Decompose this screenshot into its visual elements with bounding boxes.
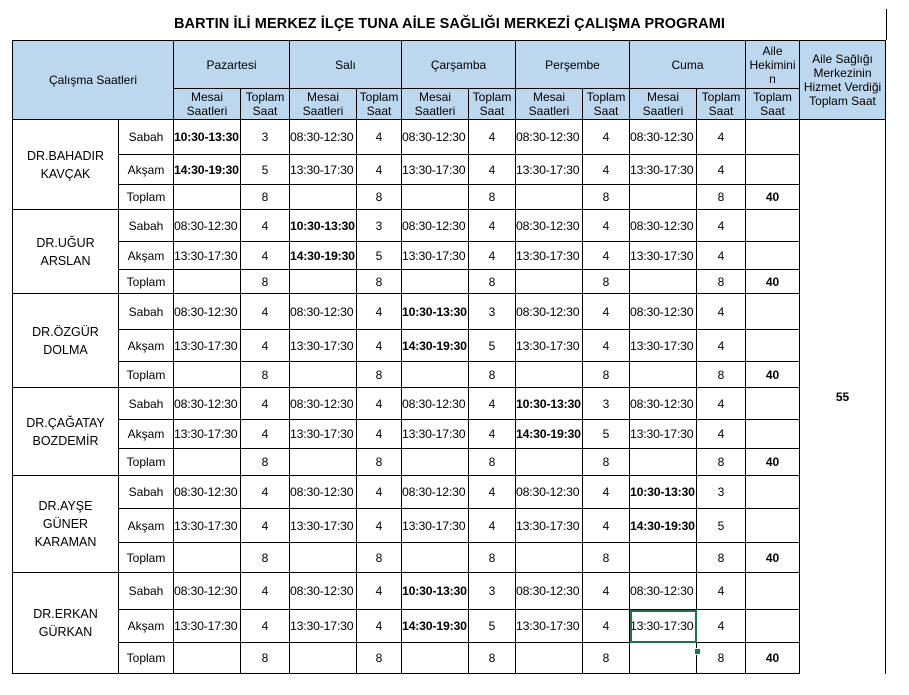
time-range-cell[interactable]: 10:30-13:30 (402, 294, 469, 330)
empty-cell[interactable] (746, 388, 800, 420)
table-row (13, 509, 886, 543)
hours-cell[interactable]: 4 (583, 120, 630, 155)
time-range-cell[interactable]: 08:30-12:30 (402, 210, 469, 242)
day-total-cell[interactable]: 8 (357, 643, 402, 674)
time-range-cell[interactable]: 08:30-12:30 (402, 120, 469, 155)
time-range-cell[interactable]: 13:30-17:30 (630, 610, 697, 643)
time-range-cell[interactable]: 08:30-12:30 (290, 294, 357, 330)
table-row (13, 155, 886, 185)
shift-label-toplam[interactable]: Toplam (119, 643, 174, 674)
shift-label-aksam[interactable]: Akşam (119, 610, 174, 643)
shift-label-toplam[interactable]: Toplam (119, 185, 174, 210)
day-total-cell[interactable]: 8 (697, 543, 746, 573)
week-total-cell[interactable]: 40 (746, 449, 800, 476)
header-day-wednesday[interactable] (402, 41, 516, 89)
hours-cell[interactable]: 4 (357, 476, 402, 509)
time-range-cell[interactable]: 13:30-17:30 (516, 610, 583, 643)
doctor-name-cell[interactable]: DR.ÖZGÜR DOLMA (13, 294, 119, 388)
shift-label-toplam[interactable]: Toplam (119, 270, 174, 294)
header-toplam-saat[interactable]: Toplam Saat (746, 89, 800, 120)
day-total-cell[interactable]: 8 (241, 185, 290, 210)
hours-cell[interactable]: 3 (241, 120, 290, 155)
empty-cell[interactable] (746, 573, 800, 610)
time-range-cell[interactable]: 14:30-19:30 (630, 509, 697, 543)
empty-cell[interactable] (174, 362, 241, 388)
table-row (13, 185, 886, 210)
time-range-cell[interactable]: 08:30-12:30 (174, 573, 241, 610)
day-total-cell[interactable]: 8 (241, 362, 290, 388)
hours-cell[interactable]: 4 (583, 155, 630, 185)
empty-cell[interactable] (290, 185, 357, 210)
hours-cell[interactable]: 4 (357, 388, 402, 420)
day-total-cell[interactable]: 8 (583, 543, 630, 573)
time-range-cell[interactable]: 13:30-17:30 (174, 610, 241, 643)
hours-cell[interactable]: 4 (357, 120, 402, 155)
empty-cell[interactable] (746, 294, 800, 330)
day-total-cell[interactable]: 8 (469, 449, 516, 476)
shift-label-toplam[interactable]: Toplam (119, 449, 174, 476)
time-range-cell[interactable]: 08:30-12:30 (174, 388, 241, 420)
header-toplam-saat[interactable]: Toplam Saat (469, 89, 516, 120)
header-toplam-saat[interactable]: Toplam Saat (357, 89, 402, 120)
table-row (13, 643, 886, 674)
time-range-cell[interactable]: 08:30-12:30 (516, 210, 583, 242)
time-range-cell[interactable]: 08:30-12:30 (630, 388, 697, 420)
shift-label-sabah[interactable]: Sabah (119, 476, 174, 509)
center-total-cell[interactable]: 55 (800, 120, 886, 674)
day-total-cell[interactable]: 8 (583, 362, 630, 388)
hours-cell[interactable]: 3 (697, 476, 746, 509)
week-total-cell[interactable]: 40 (746, 643, 800, 674)
day-total-cell[interactable]: 8 (357, 270, 402, 294)
hours-cell[interactable]: 5 (583, 420, 630, 449)
shift-label-toplam[interactable]: Toplam (119, 362, 174, 388)
hours-cell[interactable]: 5 (697, 509, 746, 543)
hours-cell[interactable]: 4 (469, 388, 516, 420)
time-range-cell[interactable]: 13:30-17:30 (174, 330, 241, 362)
time-range-cell[interactable]: 08:30-12:30 (630, 120, 697, 155)
day-total-cell[interactable]: 8 (583, 643, 630, 674)
hours-cell[interactable]: 3 (469, 573, 516, 610)
hours-cell[interactable]: 5 (357, 242, 402, 270)
hours-cell[interactable]: 3 (469, 294, 516, 330)
table-row (13, 476, 886, 509)
hours-cell[interactable]: 3 (357, 210, 402, 242)
empty-cell[interactable] (516, 185, 583, 210)
hours-cell[interactable]: 4 (241, 388, 290, 420)
time-range-cell[interactable]: 08:30-12:30 (290, 573, 357, 610)
empty-cell[interactable] (746, 509, 800, 543)
hours-cell[interactable]: 5 (469, 330, 516, 362)
time-range-cell[interactable]: 13:30-17:30 (630, 420, 697, 449)
hours-cell[interactable]: 4 (469, 509, 516, 543)
time-range-cell[interactable]: 13:30-17:30 (174, 509, 241, 543)
time-range-cell[interactable]: 13:30-17:30 (516, 242, 583, 270)
hours-cell[interactable]: 4 (469, 242, 516, 270)
table-row (13, 120, 886, 155)
time-range-cell[interactable]: 14:30-19:30 (402, 330, 469, 362)
time-range-cell[interactable]: 10:30-13:30 (174, 120, 241, 155)
time-range-cell[interactable]: 13:30-17:30 (174, 420, 241, 449)
time-range-cell[interactable]: 10:30-13:30 (290, 210, 357, 242)
empty-cell[interactable] (290, 643, 357, 674)
time-range-cell[interactable]: 08:30-12:30 (516, 573, 583, 610)
time-range-cell[interactable]: 13:30-17:30 (402, 509, 469, 543)
hours-cell[interactable]: 4 (697, 294, 746, 330)
hours-cell[interactable]: 4 (241, 420, 290, 449)
empty-cell[interactable] (174, 543, 241, 573)
hours-cell[interactable]: 4 (357, 330, 402, 362)
day-total-cell[interactable]: 8 (583, 185, 630, 210)
table-row (13, 210, 886, 242)
time-range-cell[interactable]: 13:30-17:30 (630, 330, 697, 362)
hours-cell[interactable]: 4 (469, 420, 516, 449)
empty-cell[interactable] (290, 362, 357, 388)
header-day-monday[interactable] (174, 41, 290, 89)
header-calisma-saatleri[interactable] (13, 41, 174, 120)
empty-cell[interactable] (746, 242, 800, 270)
time-range-cell[interactable]: 08:30-12:30 (174, 210, 241, 242)
table-row (13, 420, 886, 449)
day-total-cell[interactable]: 8 (357, 362, 402, 388)
day-total-cell[interactable]: 8 (697, 185, 746, 210)
empty-cell[interactable] (516, 543, 583, 573)
day-total-cell[interactable]: 8 (469, 185, 516, 210)
hours-cell[interactable]: 4 (241, 610, 290, 643)
time-range-cell[interactable]: 08:30-12:30 (174, 476, 241, 509)
header-toplam-saat[interactable]: Toplam Saat (583, 89, 630, 120)
hours-cell[interactable]: 4 (241, 509, 290, 543)
hours-cell[interactable]: 4 (583, 476, 630, 509)
table-row (13, 449, 886, 476)
hours-cell[interactable]: 4 (357, 573, 402, 610)
doctor-name-cell[interactable]: DR.ERKAN GÜRKAN (13, 573, 119, 674)
empty-cell[interactable] (516, 449, 583, 476)
doctor-name-cell[interactable]: DR.UĞUR ARSLAN (13, 210, 119, 294)
header-mesai-saatleri[interactable]: Mesai Saatleri (516, 89, 583, 120)
shift-label-aksam[interactable]: Akşam (119, 330, 174, 362)
hours-cell[interactable]: 4 (357, 509, 402, 543)
hours-cell[interactable]: 4 (583, 294, 630, 330)
time-range-cell[interactable]: 14:30-19:30 (516, 420, 583, 449)
day-total-cell[interactable]: 8 (241, 543, 290, 573)
header-mesai-saatleri[interactable]: Mesai Saatleri (630, 89, 697, 120)
header-day-tuesday[interactable] (290, 41, 402, 89)
time-range-cell[interactable]: 08:30-12:30 (516, 294, 583, 330)
hours-cell[interactable]: 4 (697, 330, 746, 362)
time-range-cell[interactable]: 08:30-12:30 (630, 573, 697, 610)
hours-cell[interactable]: 4 (357, 155, 402, 185)
time-range-cell[interactable]: 08:30-12:30 (290, 388, 357, 420)
header-toplam-saat[interactable]: Toplam Saat (697, 89, 746, 120)
time-range-cell[interactable]: 14:30-19:30 (290, 242, 357, 270)
time-range-cell[interactable]: 13:30-17:30 (630, 155, 697, 185)
empty-cell[interactable] (630, 543, 697, 573)
day-total-cell[interactable]: 8 (697, 449, 746, 476)
time-range-cell[interactable]: 13:30-17:30 (516, 330, 583, 362)
empty-cell[interactable] (174, 643, 241, 674)
time-range-cell[interactable]: 13:30-17:30 (402, 420, 469, 449)
time-range-cell[interactable]: 14:30-19:30 (174, 155, 241, 185)
hours-cell[interactable]: 4 (241, 476, 290, 509)
empty-cell[interactable] (746, 610, 800, 643)
day-total-cell[interactable]: 8 (583, 270, 630, 294)
empty-cell[interactable] (746, 155, 800, 185)
hours-cell[interactable]: 4 (697, 388, 746, 420)
shift-label-aksam[interactable]: Akşam (119, 155, 174, 185)
time-range-cell[interactable]: 08:30-12:30 (516, 476, 583, 509)
time-range-cell[interactable]: 13:30-17:30 (290, 420, 357, 449)
header-day-friday[interactable] (630, 41, 746, 89)
hours-cell[interactable]: 4 (241, 294, 290, 330)
header-calisma-saatleri-text: Çalışma Saatleri (48, 73, 138, 87)
day-total-cell[interactable]: 8 (469, 643, 516, 674)
hours-cell[interactable]: 4 (583, 573, 630, 610)
empty-cell[interactable] (402, 362, 469, 388)
header-asm-total[interactable] (800, 41, 886, 120)
day-total-cell[interactable]: 8 (697, 270, 746, 294)
hours-cell[interactable]: 4 (241, 573, 290, 610)
empty-cell[interactable] (174, 185, 241, 210)
hours-cell[interactable]: 4 (697, 242, 746, 270)
time-range-cell[interactable]: 14:30-19:30 (402, 610, 469, 643)
empty-cell[interactable] (746, 210, 800, 242)
empty-cell[interactable] (630, 362, 697, 388)
hours-cell[interactable]: 4 (469, 120, 516, 155)
hours-cell[interactable]: 4 (357, 420, 402, 449)
header-aile-hekimi[interactable] (746, 41, 800, 89)
hours-cell[interactable]: 4 (697, 573, 746, 610)
empty-cell[interactable] (746, 330, 800, 362)
week-total-cell[interactable]: 40 (746, 270, 800, 294)
time-range-cell[interactable]: 13:30-17:30 (174, 242, 241, 270)
hours-cell[interactable]: 4 (697, 610, 746, 643)
day-label: Salı (335, 57, 356, 72)
time-range-cell[interactable]: 13:30-17:30 (402, 242, 469, 270)
week-total-cell[interactable]: 40 (746, 543, 800, 573)
day-label: Cuma (671, 57, 704, 72)
header-mesai-saatleri[interactable]: Mesai Saatleri (174, 89, 241, 120)
time-range-cell[interactable]: 08:30-12:30 (402, 476, 469, 509)
empty-cell[interactable] (516, 270, 583, 294)
time-range-cell[interactable]: 10:30-13:30 (402, 573, 469, 610)
header-mesai-saatleri[interactable]: Mesai Saatleri (402, 89, 469, 120)
time-range-cell[interactable]: 08:30-12:30 (402, 388, 469, 420)
empty-cell[interactable] (746, 476, 800, 509)
day-total-cell[interactable]: 8 (241, 643, 290, 674)
empty-cell[interactable] (630, 643, 697, 674)
header-day-thursday[interactable] (516, 41, 630, 89)
empty-cell[interactable] (290, 449, 357, 476)
day-label: Pazartesi (206, 57, 257, 72)
day-total-cell[interactable]: 8 (241, 449, 290, 476)
shift-label-aksam[interactable]: Akşam (119, 420, 174, 449)
hours-cell[interactable]: 4 (241, 330, 290, 362)
empty-cell[interactable] (746, 420, 800, 449)
shift-label-aksam[interactable]: Akşam (119, 509, 174, 543)
day-total-cell[interactable]: 8 (357, 449, 402, 476)
empty-cell[interactable] (174, 449, 241, 476)
header-aile-hekimi-text: Aile Hekimini n (749, 43, 796, 86)
hours-cell[interactable]: 4 (583, 242, 630, 270)
empty-cell[interactable] (402, 643, 469, 674)
day-total-cell[interactable]: 8 (469, 270, 516, 294)
day-label: Perşembe (545, 57, 600, 72)
hours-cell[interactable]: 3 (583, 388, 630, 420)
shift-label-toplam[interactable]: Toplam (119, 543, 174, 573)
time-range-cell[interactable]: 13:30-17:30 (290, 610, 357, 643)
empty-cell[interactable] (290, 270, 357, 294)
day-total-cell[interactable]: 8 (469, 362, 516, 388)
shift-label-sabah[interactable]: Sabah (119, 120, 174, 155)
day-label: Çarşamba (430, 57, 487, 72)
empty-cell[interactable] (402, 185, 469, 210)
sheet-title[interactable]: BARTIN İLİ MERKEZ İLÇE TUNA AİLE SAĞLIĞI MERKEZİ ÇALIŞMA PROGRAMI (173, 16, 726, 32)
table-row (13, 242, 886, 270)
hours-cell[interactable]: 4 (583, 509, 630, 543)
empty-cell[interactable] (516, 643, 583, 674)
time-range-cell[interactable]: 13:30-17:30 (516, 509, 583, 543)
day-total-cell[interactable]: 8 (357, 543, 402, 573)
hours-cell[interactable]: 4 (241, 210, 290, 242)
header-toplam-saat[interactable]: Toplam Saat (241, 89, 290, 120)
week-total-cell[interactable]: 40 (746, 362, 800, 388)
table-row (13, 270, 886, 294)
time-range-cell[interactable]: 13:30-17:30 (290, 330, 357, 362)
day-total-cell[interactable]: 8 (241, 270, 290, 294)
table-row (13, 388, 886, 420)
empty-cell[interactable] (174, 270, 241, 294)
time-range-cell[interactable]: 08:30-12:30 (290, 120, 357, 155)
hours-cell[interactable]: 4 (469, 476, 516, 509)
time-range-cell[interactable]: 08:30-12:30 (290, 476, 357, 509)
time-range-cell[interactable]: 08:30-12:30 (630, 210, 697, 242)
time-range-cell[interactable]: 13:30-17:30 (290, 509, 357, 543)
shift-label-sabah[interactable]: Sabah (119, 573, 174, 610)
week-total-cell[interactable]: 40 (746, 185, 800, 210)
hours-cell[interactable]: 4 (583, 610, 630, 643)
hours-cell[interactable]: 5 (241, 155, 290, 185)
schedule-table (12, 40, 886, 674)
time-range-cell[interactable]: 08:30-12:30 (516, 120, 583, 155)
time-range-cell[interactable]: 13:30-17:30 (516, 155, 583, 185)
time-range-cell[interactable]: 10:30-13:30 (630, 476, 697, 509)
empty-cell[interactable] (290, 543, 357, 573)
header-mesai-saatleri[interactable]: Mesai Saatleri (290, 89, 357, 120)
hours-cell[interactable]: 4 (583, 330, 630, 362)
empty-cell[interactable] (402, 449, 469, 476)
hours-cell[interactable]: 4 (241, 242, 290, 270)
doctor-name-cell[interactable]: DR.BAHADIR KAVÇAK (13, 120, 119, 210)
day-total-cell[interactable]: 8 (357, 185, 402, 210)
day-total-cell[interactable]: 8 (469, 543, 516, 573)
day-total-cell[interactable]: 8 (697, 643, 746, 674)
empty-cell[interactable] (630, 449, 697, 476)
day-total-cell[interactable]: 8 (583, 449, 630, 476)
hours-cell[interactable]: 4 (469, 155, 516, 185)
time-range-cell[interactable]: 13:30-17:30 (290, 155, 357, 185)
hours-cell[interactable]: 5 (469, 610, 516, 643)
shift-label-sabah[interactable]: Sabah (119, 210, 174, 242)
hours-cell[interactable]: 4 (697, 155, 746, 185)
hours-cell[interactable]: 4 (697, 120, 746, 155)
hours-cell[interactable]: 4 (583, 210, 630, 242)
doctor-name-cell[interactable]: DR.AYŞE GÜNER KARAMAN (13, 476, 119, 573)
hours-cell[interactable]: 4 (357, 610, 402, 643)
empty-cell[interactable] (630, 270, 697, 294)
empty-cell[interactable] (630, 185, 697, 210)
empty-cell[interactable] (402, 270, 469, 294)
time-range-cell[interactable]: 08:30-12:30 (174, 294, 241, 330)
empty-cell[interactable] (746, 120, 800, 155)
table-row (13, 362, 886, 388)
table-row (13, 610, 886, 643)
time-range-cell[interactable]: 13:30-17:30 (402, 155, 469, 185)
shift-label-aksam[interactable]: Akşam (119, 242, 174, 270)
table-row (13, 543, 886, 573)
hours-cell[interactable]: 4 (469, 210, 516, 242)
hours-cell[interactable]: 4 (697, 420, 746, 449)
header-asm-total-text: Aile Sağlığı Merkezinin Hizmet Verdiği Toplam Saat (803, 52, 882, 108)
table-row (13, 330, 886, 362)
gridline (886, 9, 887, 40)
time-range-cell[interactable]: 10:30-13:30 (516, 388, 583, 420)
table-row (13, 294, 886, 330)
header-row-days (13, 41, 886, 89)
shift-label-sabah[interactable]: Sabah (119, 294, 174, 330)
hours-cell[interactable]: 4 (357, 294, 402, 330)
shift-label-sabah[interactable]: Sabah (119, 388, 174, 420)
day-total-cell[interactable]: 8 (697, 362, 746, 388)
time-range-cell[interactable]: 08:30-12:30 (630, 294, 697, 330)
selection-fill-handle[interactable] (694, 648, 701, 655)
hours-cell[interactable]: 4 (697, 210, 746, 242)
empty-cell[interactable] (402, 543, 469, 573)
time-range-cell[interactable]: 13:30-17:30 (630, 242, 697, 270)
table-row (13, 573, 886, 610)
empty-cell[interactable] (516, 362, 583, 388)
doctor-name-cell[interactable]: DR.ÇAĞATAY BOZDEMİR (13, 388, 119, 476)
